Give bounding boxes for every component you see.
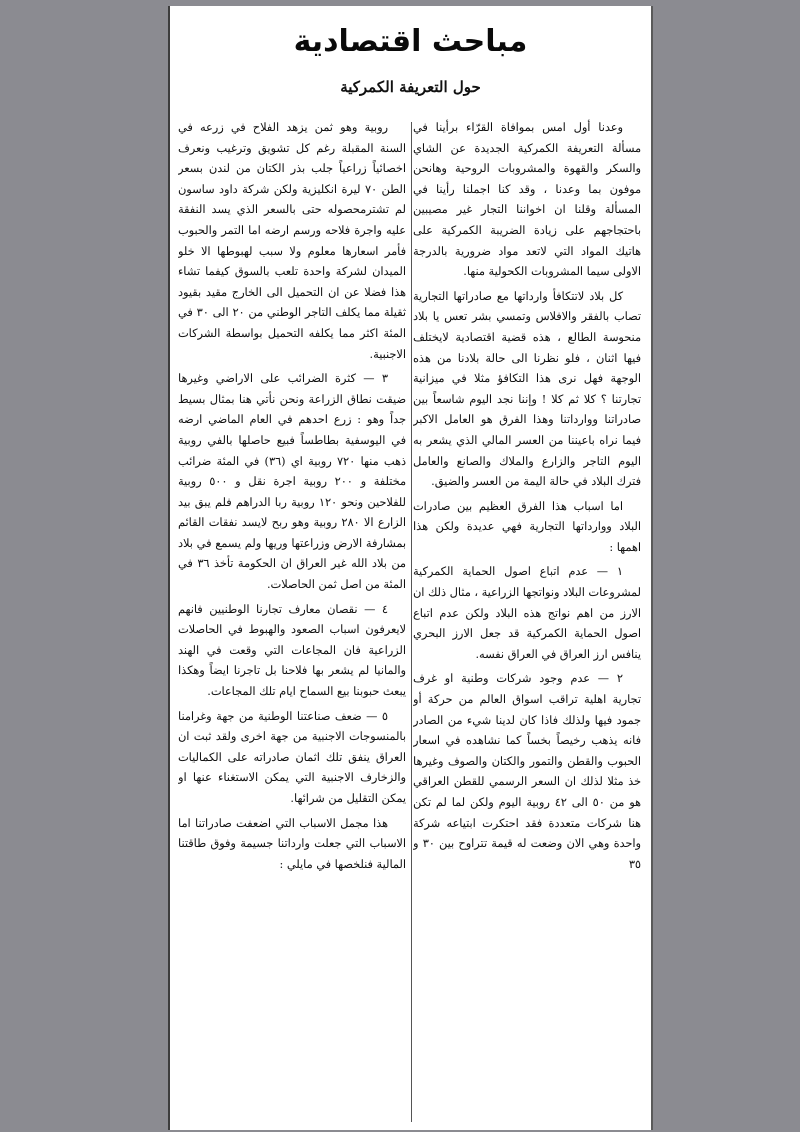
paragraph: ٤ — نقصان معارف تجارنا الوطنيين فانهم لايعرفون اسباب الصعود والهبوط في الحاصلات الزراعية فان المجاعات التي وقعت في الهند والمانيا لم يشعر بها فلاحنا بل تاجرنا ايضاً وهكذا يبعث حبوبنا بيع السماح ايام تلك المجاعات. <box>178 602 406 699</box>
column-divider <box>411 122 412 1122</box>
paragraph: اما اسباب هذا الفرق العظيم بين صادرات البلاد ووارداتها التجارية فهي عديدة ولكن هذا اهمها : <box>413 499 641 554</box>
left-column <box>178 118 406 1124</box>
paragraph: كل بلاد لاتتكافأ وارداتها مع صادراتها التجارية تصاب بالفقر والافلاس وتمسي بشر تعس يا بلاد منحوسة الطالع ، هذه قضية اقتصادية لايختلف فيها اثنان ، فلو نظرنا الى حالة بلادنا من هذه الوجهة فهل نرى هذا التكافؤ مثلا في ميزانية تجارتنا ؟ كلا ثم كلا ! وإننا نجد اليوم شاسعاً بين صادراتنا ووارداتنا وهذا الفرق هو العامل الاكبر فيما نراه باعيننا من العسر المالي الذي يشعر به اليوم التاجر والزارع والملاك والصانع والعامل فترك البلاد في حالة اليمة من العسر والضيق. <box>413 289 641 489</box>
article-masthead: مباحث اقتصادية <box>293 24 528 59</box>
newspaper-clipping <box>168 6 653 1130</box>
right-column <box>413 118 641 1124</box>
paragraph: هذا مجمل الاسباب التي اضعفت صادراتنا اما الاسباب التي جعلت وارداتنا جسيمة وفوق طاقتنا المالية فنلخصها في مايلي : <box>178 816 406 871</box>
paragraph: ١ — عدم اتباع اصول الحماية الكمركية لمشروعات البلاد ونواتجها الزراعية ، مثال ذلك ان الارز من اهم نواتج هذه البلاد ولكن عدم اتباع اصول الحماية الكمركية قد جعل الارز البحري ينافس ارز العراق في العراق نفسه. <box>413 565 641 661</box>
paragraph: روبية وهو ثمن يزهد الفلاح في زرعه في السنة المقبلة رغم كل تشويق وترغيب ونعرف اخصائياً زراعياً جلب بذر الكتان من لندن بسعر الطن ٧٠ ليرة انكليزية ولكن شركة داود ساسون لم تشترمحصوله حتى بالسعر الذي يسد النفقة عليه واجرة فلاحه ورسم ارضه اما التمر والحبوب فأمر اسعارها معلوم ولا سبب لهبوطها الا خلو الميدان لشركة واحدة تلعب بالسوق كيفما تشاء هذا فضلا عن ان التحميل الى الخارج مقيد بقيود ثقيلة مما يكلف التاجر الوطني من ٢٠ الى ٣٠ في المئة اكثر مما يكلفه التحميل بواسطة الشركات الاجنبية. <box>178 121 406 361</box>
paragraph: ٥ — ضعف صناعتنا الوطنية من جهة وغرامنا بالمنسوجات الاجنبية من جهة اخرى ولقد ثبت ان العراق ينفق تلك اثمان صادراته على الكماليات والزخارف الاجنبية التي يمكن الاستغناء عنها او يمكن التقليل من شرائها. <box>178 709 406 805</box>
paragraph: ٣ — كثرة الضرائب على الاراضي وغيرها ضيقت نطاق الزراعة ونحن نأتي هنا بمثال بسيط جداً وهو : زرع احدهم في العام الماضي ارضه في اليوسفية بطاطساً فبيع حاصلها بالفي روبية ذهب منها ٧٢٠ روبية اي (٣٦) في المئة ضرائب مختلفة و ٢٠٠ روبية اجرة نقل و ٥٠٠ روبية للفلاحين ونحو ١٢٠ روبية ربا الدراهم فلم يبق بيد الزارع الا ٢٨٠ روبية وهو ربح لايسد نفقات القائم بمشارفة الارض وزراعتها وريها ولم يسمع في بلاد من بلاد الله غير العراق ان الحكومة تأخذ ٣٦ في المئة من اصل ثمن الحاصلات. <box>178 372 406 592</box>
paragraph: وعدنا أول امس بموافاة القرّاء برأينا في مسألة التعريفة الكمركية الجديدة عن الشاي والسكر والقهوة والمشروبات الروحية وهانحن موفون بما وعدنا ، وقد كنا اجملنا رأينا في المسألة وقلنا ان اخواننا التجار غير مصيبين باحتجاجهم على زيادة الضريبة الكمركية على هاتيك المواد التي لاتعد مواد ضرورية بالدرجة الاولى سيما المشروبات الكحولية منها. <box>413 121 641 279</box>
article-subtitle: حول التعريفة الكمركية <box>340 78 481 96</box>
paragraph: ٢ — عدم وجود شركات وطنية او غرف تجارية اهلية تراقب اسواق العالم من حركة أو جمود فيها ولذلك فاذا كان لدينا شيء من الصادر فانه يذهب رخيصاً بخساً كما نشاهده في اسعار الحبوب والقطن والتمور والكتان والصوف وغيرها خذ مثلا لذلك ان السعر الرسمي للقطن العراقي هو من ٥٠ الى ٤٢ روبية اليوم ولكن لما لم تكن هنا شركات متعددة فقد احتكرت ابتياعه شركة واحدة وهي الان وضعت له قيمة تتراوح بين ٣٠ و ٣٥ <box>413 672 641 871</box>
